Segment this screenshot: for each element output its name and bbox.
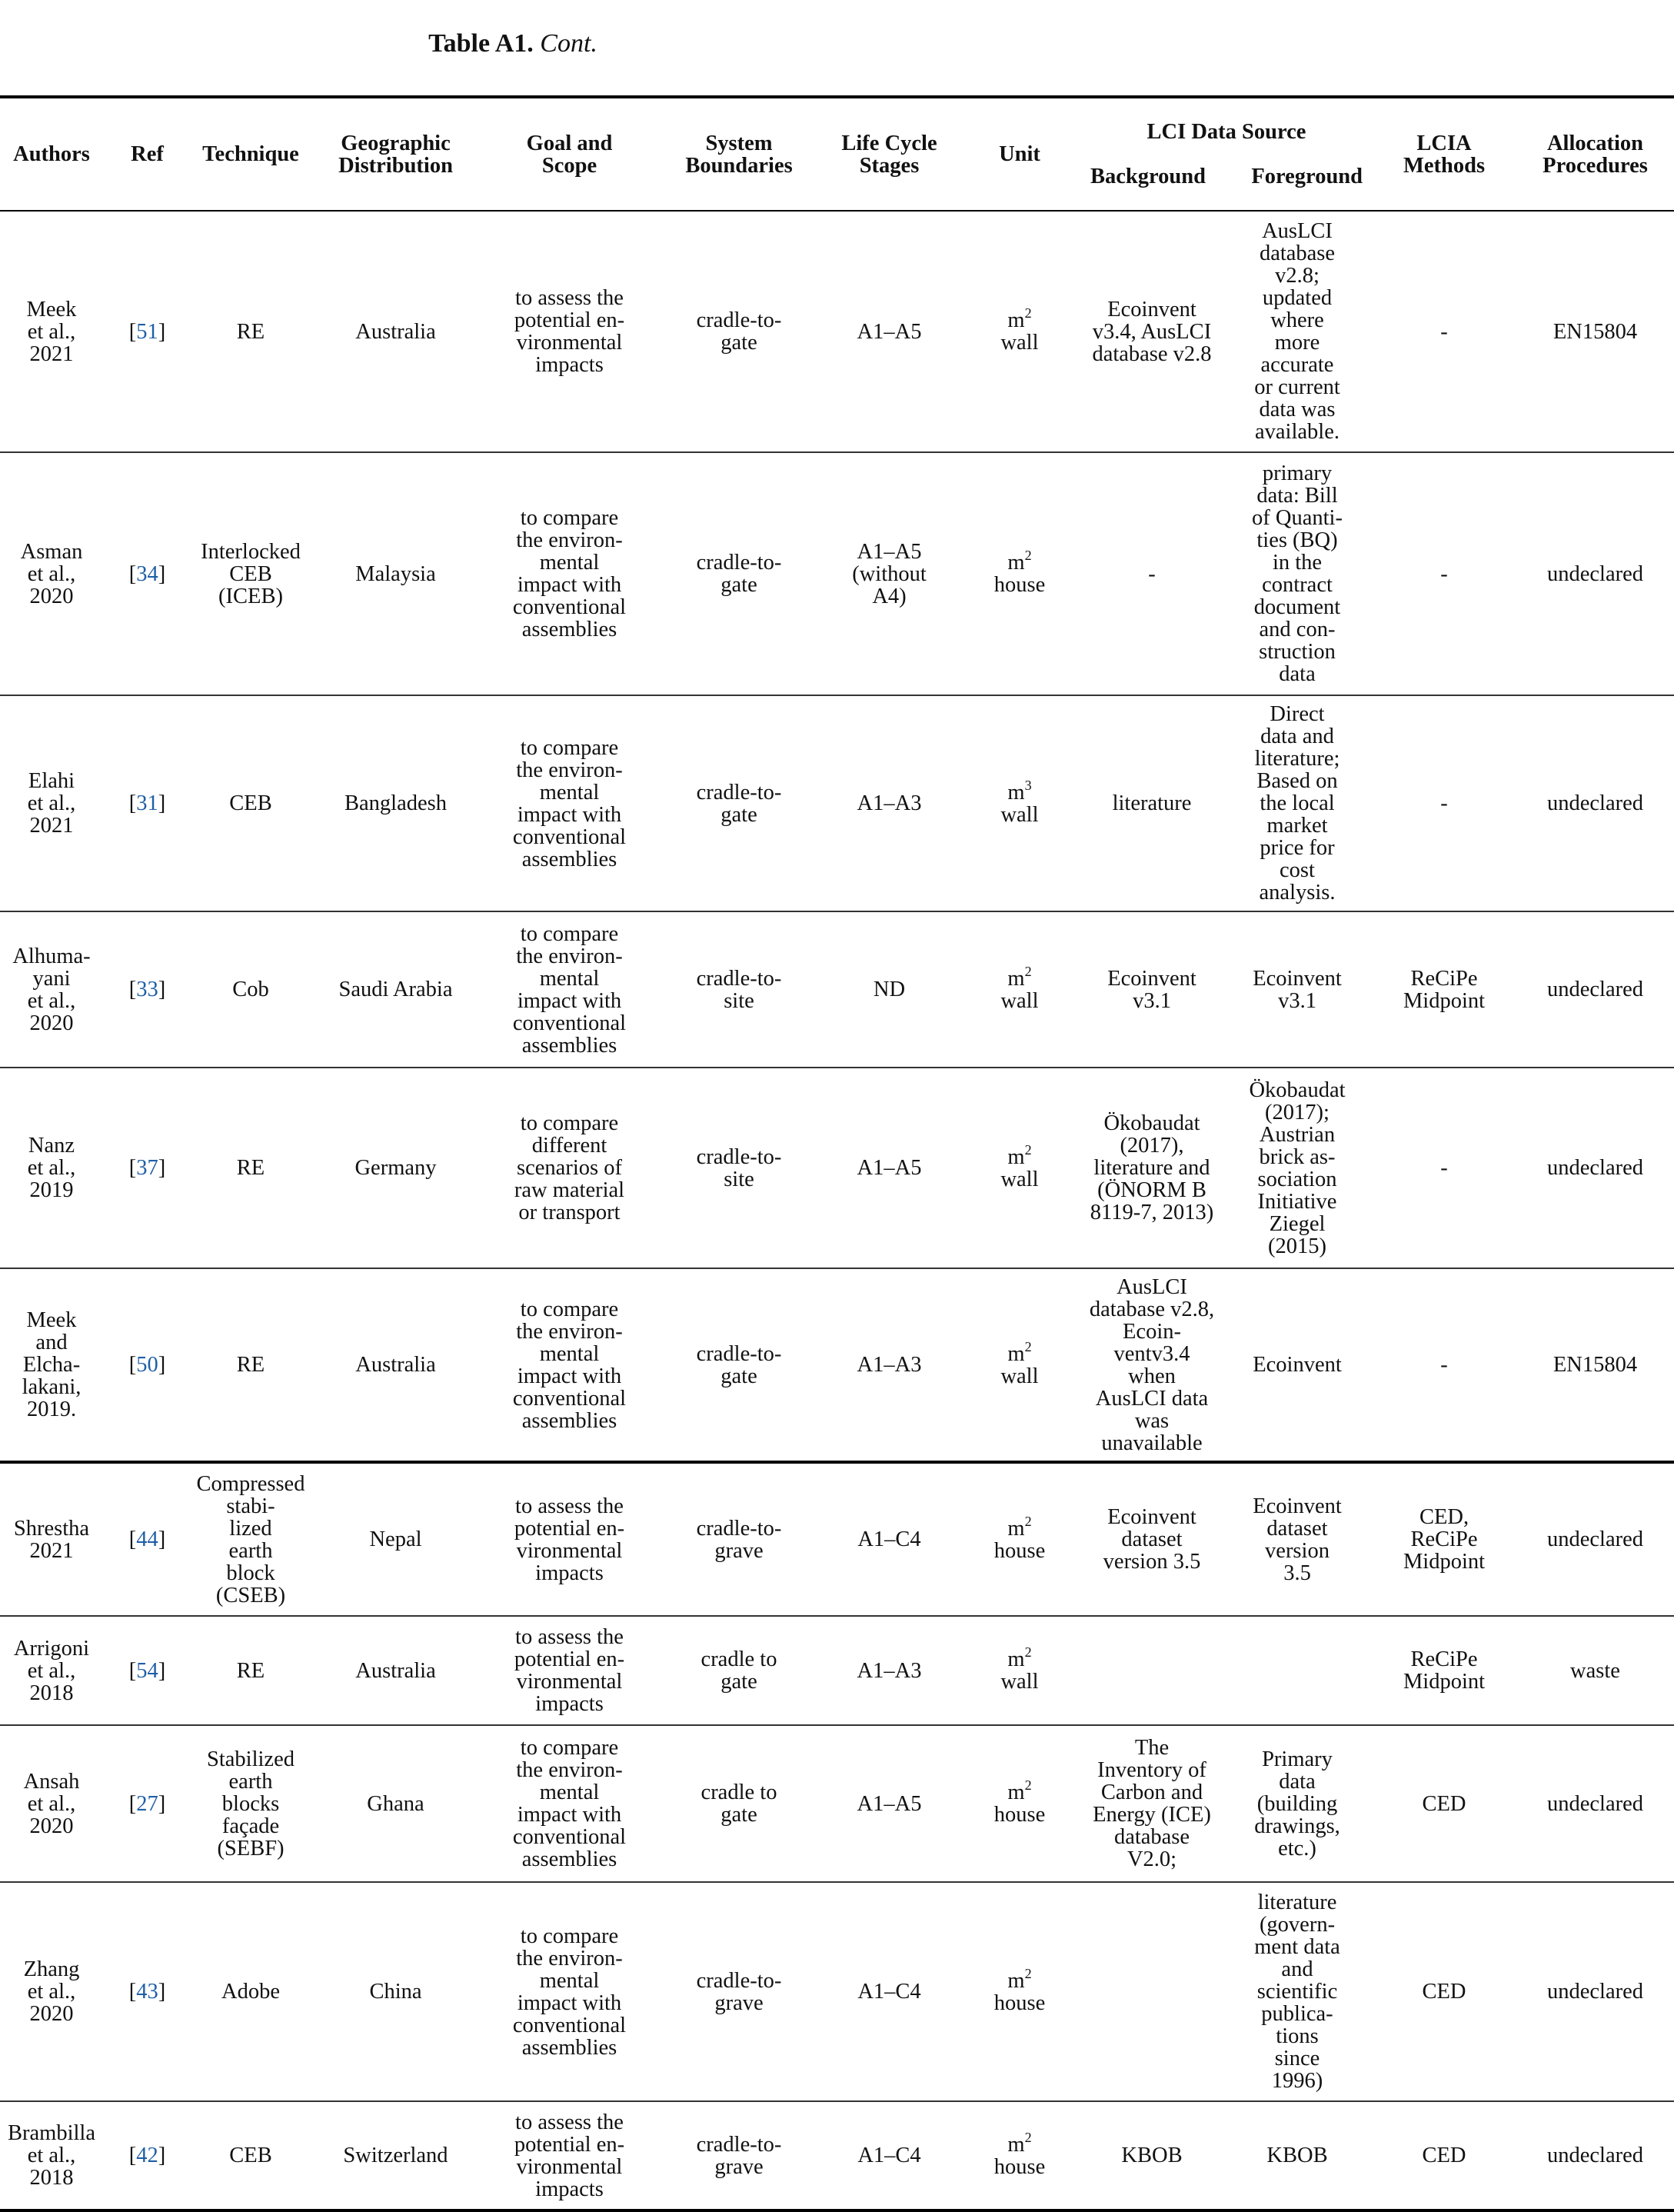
cell-system: cradle-to- grave [696,1968,782,2015]
cell-goal: to assess the potential en- vironmental impacts [514,1625,625,1716]
cell-unit [958,2101,1081,2210]
cell-geo: Nepal [369,1527,422,1551]
table-row [0,211,1674,452]
unit-base: m [1007,1516,1025,1541]
cell-stages: A1–A5 [857,1156,922,1180]
unit-exponent: 2 [1024,305,1032,321]
table-row [0,1882,1674,2101]
cell-lcia: CED [1422,2144,1466,2167]
header-geo: Geographic Distribution [338,131,453,178]
table-row [0,1068,1674,1268]
cell-background: - [1148,561,1156,586]
unit-exponent: 3 [1024,777,1032,793]
cell-technique: RE [236,1353,265,1377]
header-allocation: Allocation Procedures [1543,131,1648,178]
unit-object: house [993,573,1046,597]
cell-technique: Adobe [221,1980,280,2004]
citation-link[interactable]: 42 [136,2144,158,2167]
unit-object: wall [1000,1364,1039,1388]
cell-ref: [50] [128,1353,166,1377]
cell-foreground: Direct data and literature; Based on the local market price for cost analysis. [1254,702,1340,904]
cell-ref: [37] [128,1156,166,1180]
table-row [0,1616,1674,1725]
cell-goal: to assess the potential en- vironmental impacts [514,2110,625,2201]
unit-base: m [1007,308,1025,332]
cell-unit [958,1462,1081,1616]
cell-allocation: undeclared [1546,1156,1643,1180]
cell-technique: Stabilized earth blocks façade (SEBF) [207,1747,295,1861]
cell-goal: to compare the environ- mental impact with conventional assemblies [512,1736,627,1871]
cell-stages: A1–A5 (without A4) [852,539,927,608]
cell-unit [958,1268,1081,1462]
unit-base: m [1007,1647,1025,1671]
unit-exponent: 2 [1024,1777,1032,1793]
cell-stages: A1–A5 [857,319,922,344]
cell-foreground: primary data: Bill of Quanti- ties (BQ) in the contract document and con- struction data [1252,461,1343,686]
cell-background [1081,1616,1223,1725]
cell-ref: [44] [128,1527,166,1551]
header-goal: Goal and Scope [526,131,613,178]
cell-stages: ND [873,978,906,1001]
cell-goal: to compare different scenarios of raw material or transport [514,1111,625,1224]
cell-system: cradle-to- gate [696,1341,782,1388]
cell-allocation: waste [1570,1658,1620,1683]
cell-technique: RE [236,1658,265,1683]
cell-stages: A1–C4 [857,1527,921,1551]
cell-allocation: EN15804 [1553,319,1638,344]
cell-allocation: undeclared [1546,1980,1643,2004]
cell-allocation: EN15804 [1553,1353,1638,1377]
cell-authors: Ansah et al., 2020 [23,1769,80,1838]
cell-authors: Elahi et al., 2021 [27,769,76,838]
cell-foreground: KBOB [1266,2144,1328,2167]
unit-object: house [993,2154,1046,2179]
cell-lcia: - [1440,319,1448,344]
cell-ref: [31] [128,791,166,815]
cell-goal: to compare the environ- mental impact with conventional assemblies [512,1297,627,1433]
citation-link[interactable]: 50 [136,1353,158,1377]
unit-object: wall [1000,802,1039,827]
unit-exponent: 2 [1024,1965,1032,1981]
citation-link[interactable]: 37 [136,1156,158,1180]
cell-technique: RE [236,319,265,344]
unit-exponent: 2 [1024,1513,1032,1529]
unit-base: m [1007,780,1025,805]
cell-authors: Meek et al., 2021 [26,297,77,366]
header-authors: Authors [13,142,90,166]
header-row [0,97,1674,211]
cell-unit [958,452,1081,695]
unit-base: m [1007,551,1025,575]
table-row [0,452,1674,695]
cell-background: KBOB [1121,2144,1183,2167]
lca-studies-table [0,95,1674,2212]
header-foreground: Foreground [1251,165,1363,188]
cell-unit [958,211,1081,452]
cell-geo: Saudi Arabia [338,978,453,1001]
unit-exponent: 2 [1024,548,1032,563]
cell-system: cradle to gate [701,1647,777,1694]
cell-ref: [42] [128,2144,166,2167]
cell-lcia: CED [1422,1791,1466,1816]
unit-base: m [1007,1144,1025,1169]
citation-link[interactable]: 33 [136,978,158,1001]
unit-object: wall [1000,331,1039,355]
cell-lcia: - [1440,1353,1448,1377]
citation-link[interactable]: 34 [136,561,158,586]
cell-authors: Shrestha 2021 [13,1516,90,1563]
table-label: Table A1. [428,29,534,58]
cell-authors: Asman et al., 2020 [20,539,83,608]
unit-object: house [993,1803,1046,1827]
unit-base: m [1007,2132,1025,2157]
header-ref: Ref [131,142,164,166]
cell-goal: to compare the environ- mental impact with conventional assemblies [512,1924,627,2060]
cell-goal: to assess the potential en- vironmental impacts [514,1494,625,1585]
citation-link[interactable]: 54 [136,1658,158,1683]
unit-base: m [1007,1968,1025,1993]
header-unit: Unit [999,142,1040,166]
cell-allocation: undeclared [1546,561,1643,586]
cell-system: cradle-to- gate [696,308,782,355]
cell-lcia: - [1440,1156,1448,1180]
citation-link[interactable]: 44 [136,1527,158,1551]
cell-geo: Malaysia [355,561,436,586]
unit-base: m [1007,966,1025,991]
unit-exponent: 2 [1024,1141,1032,1158]
cell-geo: Australia [355,319,436,344]
cell-system: cradle-to- grave [696,1516,782,1563]
cell-stages: A1–A3 [857,1658,922,1683]
cell-lcia: - [1440,791,1448,815]
cell-allocation: undeclared [1546,1791,1643,1816]
table-row [0,1725,1674,1882]
unit-exponent: 2 [1024,2129,1032,2145]
unit-object: wall [1000,1670,1039,1694]
cell-system: cradle-to- site [696,1144,782,1191]
cell-background: Ecoinvent v3.1 [1107,966,1196,1013]
citation-link[interactable]: 27 [136,1791,158,1816]
unit-object: house [993,1538,1046,1563]
cell-allocation: undeclared [1546,791,1643,815]
cell-authors: Alhuma- yani et al., 2020 [12,944,91,1035]
cell-technique: Compressed stabi- lized earth block (CSEB) [196,1471,305,1607]
cell-ref: [43] [128,1980,166,2004]
cell-goal: to compare the environ- mental impact with conventional assemblies [512,921,627,1058]
cell-authors: Brambilla et al., 2018 [8,2121,95,2190]
cell-ref: [51] [128,319,166,344]
unit-exponent: 2 [1024,963,1032,979]
cell-technique: CEB [229,2144,272,2167]
unit-object: house [993,1990,1046,2015]
cell-ref: [27] [128,1791,166,1816]
cell-lcia: ReCiPe Midpoint [1403,1647,1486,1694]
cell-system: cradle-to- grave [696,2132,782,2179]
cell-unit [958,1068,1081,1268]
cell-authors: Meek and Elcha- lakani, 2019. [22,1308,82,1421]
table-cont: Cont. [540,29,597,58]
cell-system: cradle to gate [701,1781,777,1827]
cell-geo: Switzerland [343,2144,448,2167]
cell-authors: Arrigoni et al., 2018 [13,1636,90,1705]
cell-unit [958,911,1081,1068]
cell-background: Ecoinvent dataset version 3.5 [1103,1505,1201,1574]
cell-authors: Zhang et al., 2020 [23,1957,80,2026]
header-lci-title: LCI Data Source [1147,120,1306,144]
table-row [0,2101,1674,2210]
cell-technique: RE [236,1156,265,1180]
cell-technique: CEB [229,791,272,815]
cell-unit [958,695,1081,911]
table-row [0,1268,1674,1462]
cell-geo: Australia [355,1353,436,1377]
cell-system: cradle-to- site [696,966,782,1013]
cell-lcia: CED, ReCiPe Midpoint [1403,1505,1486,1574]
cell-goal: to assess the potential en- vironmental impacts [514,286,625,377]
cell-geo: Ghana [367,1791,424,1816]
unit-exponent: 2 [1024,1644,1032,1660]
cell-stages: A1–C4 [857,1980,921,2004]
table-row [0,1462,1674,1616]
cell-ref: [54] [128,1658,166,1683]
cell-technique: Interlocked CEB (ICEB) [201,539,301,608]
citation-link[interactable]: 51 [136,319,158,344]
cell-foreground: Ecoinvent dataset version 3.5 [1253,1494,1342,1585]
cell-background: Ökobaudat (2017), literature and (ÖNORM B 8119-7, 2013) [1090,1111,1214,1224]
header-lci [1081,97,1372,211]
cell-unit [958,1616,1081,1725]
cell-stages: A1–A3 [857,1353,922,1377]
cell-background: Ecoinvent v3.4, AusLCI database v2.8 [1092,297,1212,366]
unit-base: m [1007,1781,1025,1804]
cell-foreground: Ecoinvent v3.1 [1253,966,1342,1013]
cell-background: AusLCI database v2.8, Ecoin- ventv3.4 when AusLCI data was unavailable [1089,1274,1215,1455]
cell-foreground: Ökobaudat (2017); Austrian brick as- sociation Initiative Ziegel (2015) [1249,1078,1346,1258]
citation-link[interactable]: 43 [136,1980,158,2004]
cell-system: cradle-to- gate [696,780,782,827]
cell-foreground: Ecoinvent [1253,1353,1342,1377]
cell-authors: Nanz et al., 2019 [27,1134,76,1202]
unit-object: wall [1000,988,1039,1013]
cell-stages: A1–C4 [857,2144,921,2167]
cell-stages: A1–A5 [857,1791,922,1816]
table-row [0,911,1674,1068]
cell-background: literature [1112,791,1192,815]
cell-unit [958,1725,1081,1882]
cell-goal: to compare the environ- mental impact with conventional assemblies [512,735,627,871]
cell-foreground: literature (govern- ment data and scientific publica- tions since 1996) [1254,1891,1340,2093]
cell-allocation: undeclared [1546,978,1643,1001]
cell-stages: A1–A3 [857,791,922,815]
unit-object: wall [1000,1167,1039,1191]
cell-background [1081,1882,1223,2101]
cell-foreground: Primary data (building drawings, etc.) [1254,1747,1340,1861]
cell-unit [958,1882,1081,2101]
cell-lcia: CED [1422,1980,1466,2004]
cell-technique: Cob [232,978,269,1001]
header-system: System Boundaries [685,131,793,178]
table-row [0,695,1674,911]
unit-exponent: 2 [1024,1338,1032,1354]
cell-system: cradle-to- gate [696,551,782,597]
cell-lcia: - [1440,561,1448,586]
cell-allocation: undeclared [1546,2144,1643,2167]
header-technique: Technique [202,142,299,166]
cell-ref: [34] [128,561,166,586]
cell-ref: [33] [128,978,166,1001]
header-lcia: LCIA Methods [1403,131,1486,178]
cell-allocation: undeclared [1546,1527,1643,1551]
table-caption [0,29,1026,58]
header-stages: Life Cycle Stages [841,131,937,178]
cell-geo: China [369,1980,422,2004]
cell-lcia: ReCiPe Midpoint [1403,966,1486,1013]
cell-goal: to compare the environ- mental impact with conventional assemblies [512,506,627,641]
cell-geo: Germany [354,1156,437,1180]
cell-background: The Inventory of Carbon and Energy (ICE) database V2.0; [1093,1736,1211,1871]
citation-link[interactable]: 31 [136,791,158,815]
cell-geo: Bangladesh [344,791,447,815]
cell-foreground [1223,1616,1372,1725]
cell-geo: Australia [355,1658,436,1683]
header-background: Background [1090,165,1206,188]
unit-base: m [1007,1341,1025,1366]
cell-foreground: AusLCI database v2.8; updated where more accurate or current data was available. [1254,219,1340,444]
